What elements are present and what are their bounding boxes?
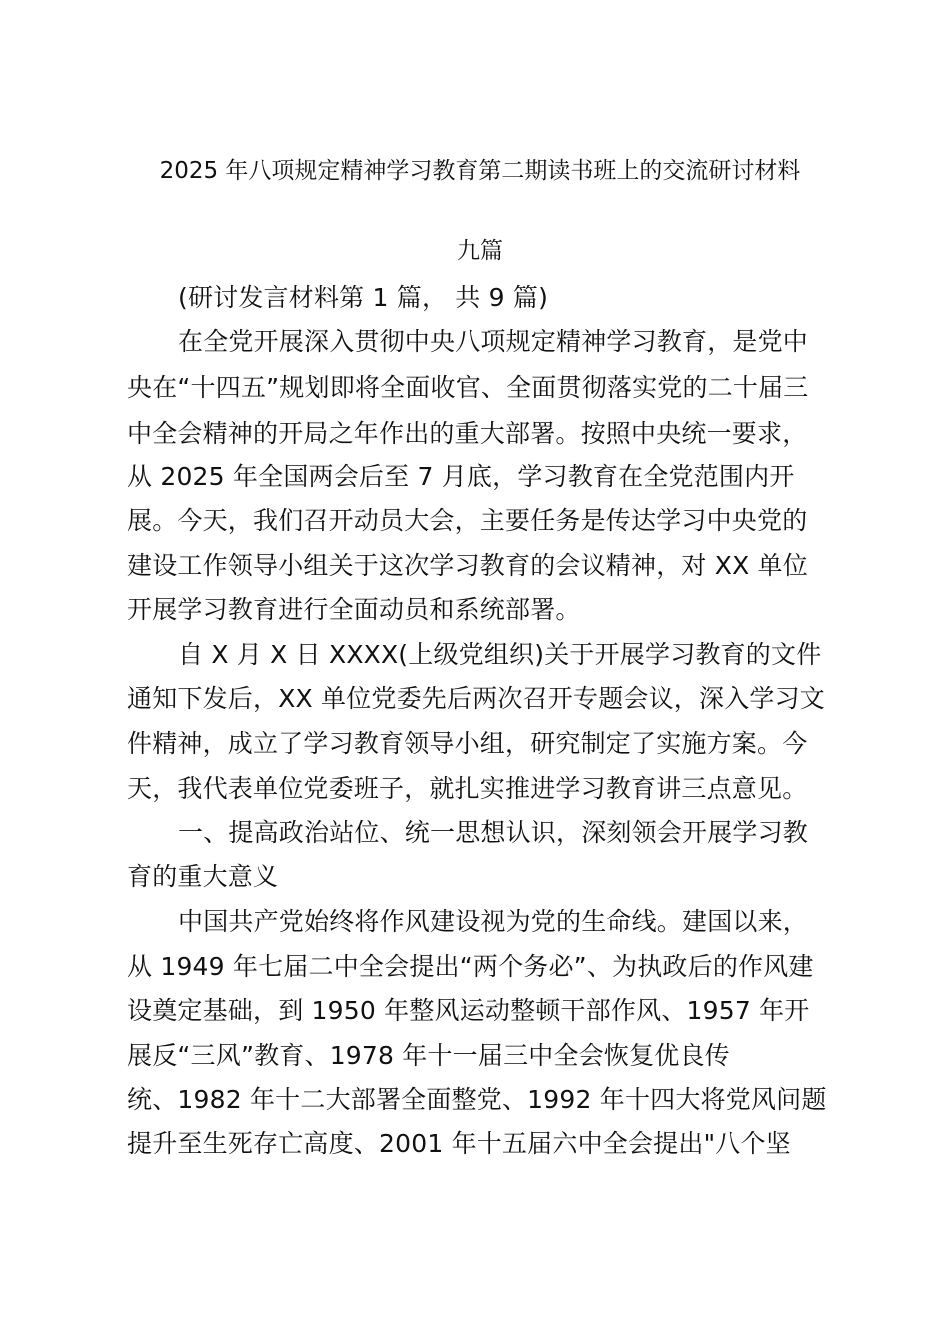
paragraph-line: 设奠定基础，到 1950 年整风运动整顿干部作风、1957 年开	[127, 996, 810, 1025]
paragraph-line: 央在“十四五”规划即将全面收官、全面贯彻落实党的二十届三	[127, 373, 809, 402]
paragraph-line: 统、1982 年十二大部署全面整党、1992 年十四大将党风问题	[127, 1085, 827, 1114]
paragraph-line: 中国共产党始终将作风建设视为党的生命线。建国以来，	[178, 907, 809, 936]
paragraph-line: 从 2025 年全国两会后至 7 月底，学习教育在全党范围内开	[127, 462, 795, 491]
paragraph-line: 件精神，成立了学习教育领导小组，研究制定了实施方案。今	[127, 729, 808, 758]
paragraph-line: 天，我代表单位党委班子，就扎实推进学习教育讲三点意见。	[127, 774, 808, 803]
paragraph-line: 从 1949 年七届二中全会提出“两个务必”、为执政后的作风建	[127, 952, 814, 981]
series-note: (研讨发言材料第 1 篇， 共 9 篇)	[178, 283, 549, 312]
paragraph-line: 提升至生死存亡高度、2001 年十五届六中全会提出"八个坚	[127, 1129, 791, 1158]
paragraph-line: 通知下发后，XX 单位党委先后两次召开专题会议，深入学习文	[127, 684, 826, 713]
section-heading: 一、提高政治站位、统一思想认识，深刻领会开展学习教	[178, 818, 809, 847]
paragraph-line: 展。今天，我们召开动员大会，主要任务是传达学习中央党的	[127, 506, 808, 535]
document-title: 2025 年八项规定精神学习教育第二期读书班上的交流研讨材料	[159, 158, 801, 184]
section-heading-continued: 育的重大意义	[127, 862, 279, 891]
paragraph-line: 自 X 月 X 日 XXXX(上级党组织)关于开展学习教育的文件	[178, 640, 822, 669]
paragraph-line: 在全党开展深入贯彻中央八项规定精神学习教育，是党中	[178, 327, 809, 356]
paragraph-line: 展反“三风”教育、1978 年十一届三中全会恢复优良传	[127, 1041, 730, 1070]
paragraph-line: 中全会精神的开局之年作出的重大部署。按照中央统一要求，	[127, 419, 808, 448]
paragraph-line: 开展学习教育进行全面动员和系统部署。	[127, 595, 581, 624]
paragraph-line: 建设工作领导小组关于这次学习教育的会议精神，对 XX 单位	[127, 551, 808, 580]
document-title-continued: 九篇	[457, 238, 503, 264]
